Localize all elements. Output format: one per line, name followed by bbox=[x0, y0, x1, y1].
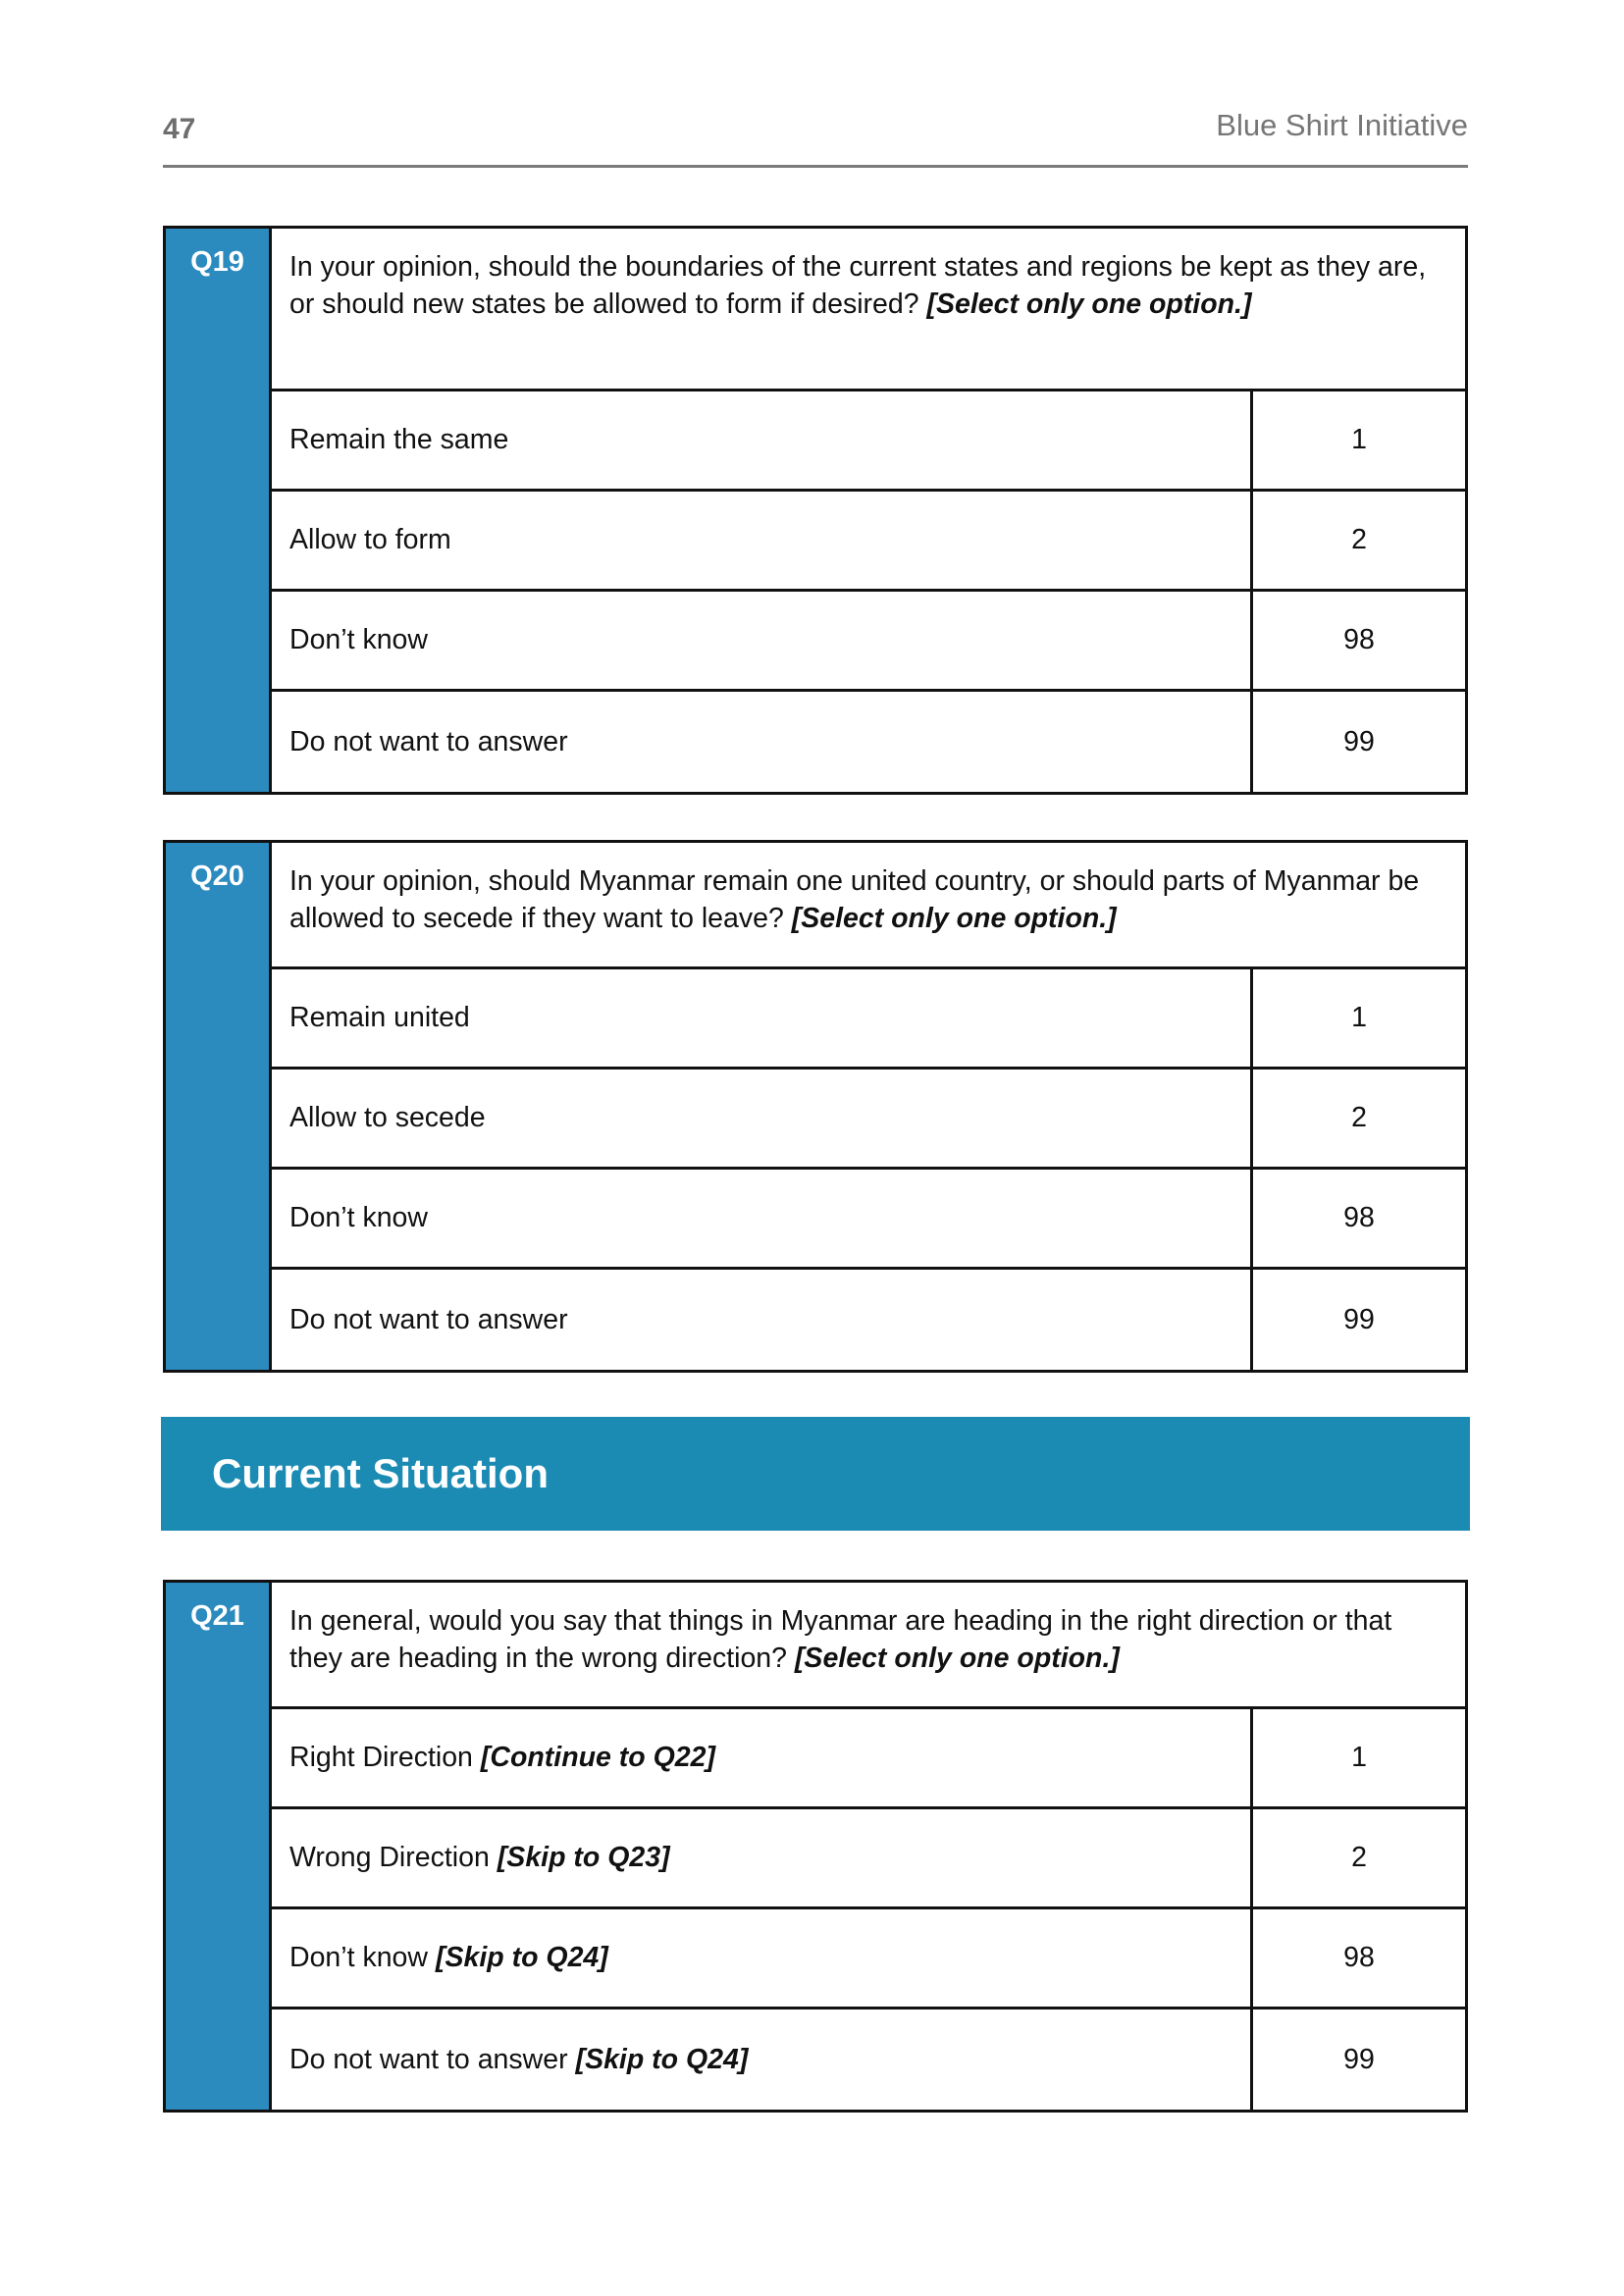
option-code: 98 bbox=[1343, 624, 1375, 655]
question-instruction: [Select only one option.] bbox=[794, 1643, 1120, 1674]
option-label: Don’t know bbox=[289, 1942, 428, 1973]
option-skip-instruction: [Continue to Q22] bbox=[480, 1742, 715, 1773]
question-text bbox=[272, 229, 1465, 391]
question-number: Q19 bbox=[166, 229, 272, 792]
option-label: Do not want to answer bbox=[289, 1303, 568, 1335]
option-label: Remain the same bbox=[289, 424, 509, 455]
option-label: Allow to form bbox=[289, 524, 451, 555]
option-code: 2 bbox=[1351, 1102, 1367, 1133]
answer-option[interactable] bbox=[272, 692, 1465, 792]
option-code: 98 bbox=[1343, 1202, 1375, 1233]
answer-option[interactable] bbox=[272, 1070, 1465, 1170]
answer-option[interactable] bbox=[272, 1170, 1465, 1270]
option-label: Allow to secede bbox=[289, 1102, 486, 1133]
option-label: Right Direction bbox=[289, 1742, 473, 1773]
answer-option[interactable] bbox=[272, 391, 1465, 492]
option-code: 2 bbox=[1351, 524, 1367, 555]
answer-option[interactable] bbox=[272, 592, 1465, 692]
option-code: 2 bbox=[1351, 1842, 1367, 1873]
option-code: 99 bbox=[1343, 725, 1375, 757]
answer-option[interactable] bbox=[272, 1809, 1465, 1909]
question-text bbox=[272, 1583, 1465, 1709]
answer-option[interactable] bbox=[272, 1270, 1465, 1370]
option-code: 98 bbox=[1343, 1942, 1375, 1973]
answer-option[interactable] bbox=[272, 1909, 1465, 2009]
question-prompt: In your opinion, should Myanmar remain one united country, or should parts of Myanmar be allowed to secede if they want to leave? bbox=[289, 865, 1420, 934]
question-prompt: In general, would you say that things in Myanmar are heading in the right direction or that they are heading in the wrong direction? bbox=[289, 1605, 1392, 1674]
question-block-q20 bbox=[163, 840, 1468, 1373]
section-title: Current Situation bbox=[212, 1450, 549, 1496]
option-label: Don’t know bbox=[289, 624, 428, 655]
page-number: 47 bbox=[163, 113, 196, 145]
option-code: 99 bbox=[1343, 1303, 1375, 1335]
question-instruction: [Select only one option.] bbox=[926, 288, 1252, 320]
option-skip-instruction: [Skip to Q24] bbox=[575, 2043, 749, 2075]
option-label: Wrong Direction bbox=[289, 1842, 490, 1873]
question-text bbox=[272, 843, 1465, 969]
option-skip-instruction: [Skip to Q23] bbox=[497, 1842, 670, 1873]
header-title: Blue Shirt Initiative bbox=[1216, 108, 1468, 142]
question-block-q19 bbox=[163, 226, 1468, 795]
option-code: 99 bbox=[1343, 2043, 1375, 2075]
option-code: 1 bbox=[1351, 1742, 1367, 1773]
header-divider bbox=[163, 165, 1468, 168]
answer-option[interactable] bbox=[272, 2009, 1465, 2110]
option-label: Don’t know bbox=[289, 1202, 428, 1233]
question-number: Q21 bbox=[166, 1583, 272, 2110]
question-number: Q20 bbox=[166, 843, 272, 1370]
option-label: Do not want to answer bbox=[289, 725, 568, 757]
section-banner bbox=[161, 1417, 1470, 1531]
answer-option[interactable] bbox=[272, 969, 1465, 1070]
answer-option[interactable] bbox=[272, 492, 1465, 592]
option-skip-instruction: [Skip to Q24] bbox=[435, 1942, 608, 1973]
question-block-q21 bbox=[163, 1580, 1468, 2113]
option-label: Remain united bbox=[289, 1002, 470, 1033]
option-label: Do not want to answer bbox=[289, 2043, 568, 2075]
answer-option[interactable] bbox=[272, 1709, 1465, 1809]
question-prompt: In your opinion, should the boundaries of the current states and regions be kept as they are, or should new states be allowed to form if desired? bbox=[289, 251, 1427, 320]
question-instruction: [Select only one option.] bbox=[791, 903, 1117, 934]
option-code: 1 bbox=[1351, 424, 1367, 455]
option-code: 1 bbox=[1351, 1002, 1367, 1033]
